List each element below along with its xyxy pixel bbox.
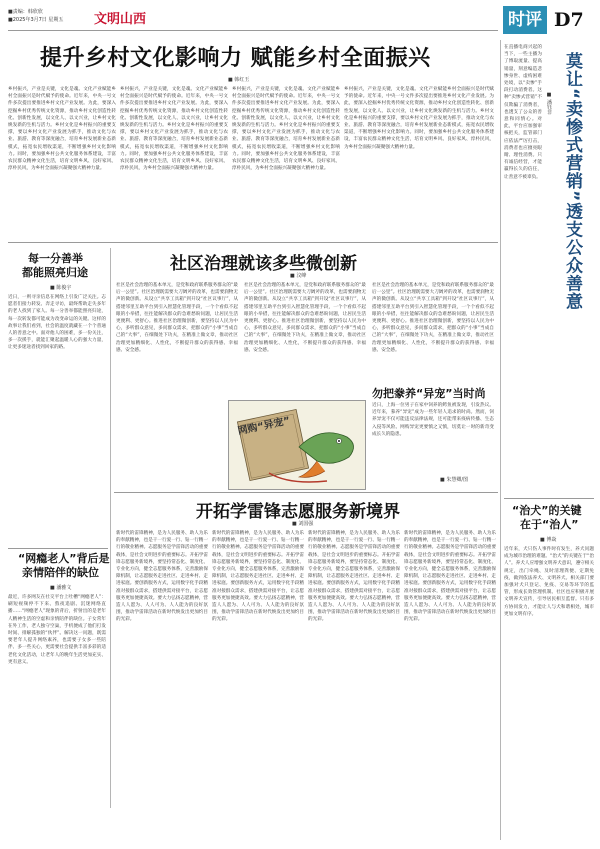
lead-column-3: 乡村振兴，产业是关键，文化是魂。文化产业赋能乡村全面振兴是时代赋予的使命。近年来，中央一号文件多次提出要推进乡村文化产业发展。为此，要深入挖掘乡村优秀传统文化资源，推动乡村文化创造性转化、创新性发展，以文化人、以文兴业，让乡村文化焕发新的生机与活力。乡村文化是乡村振兴的重要支撑，要以乡村文化产业发展为抓手，推动文化与农业、旅游、教育等深度融合，培育乡村发展新业态新模式，拓宽农民增收渠道，不断增强乡村文化影响力。同时，要加强乡村公共文化服务体系建设，丰富农民群众精神文化生活，培育文明乡风、良好家风、淳朴民风，为乡村全面振兴凝聚强大精神力量。	[232, 87, 340, 172]
article-kindness-text: 近日，一则寻亲信息在网络上引发广泛关注。志愿者们接力转发、奔走寻访，最终帮助走失多年的老人找到了家人。每一分善举都能照亮归途，每一次转发都可能成为改变命运的关键。这样的故事让我们看到，社会的温度就藏在一个个普通人的善意之中。面对他人的困难，多一份关注，多一次援手，就能汇聚起温暖人心的强大力量，让更多迷途者找到回家的路。	[8, 295, 106, 351]
paper-logo: 文明山西	[94, 12, 147, 27]
community-headline: 社区治理就该多些微创新	[170, 254, 357, 274]
article-kindness-title-1: 每一分善举	[28, 252, 83, 265]
community-column-1: 社区是社会治理的基本单元，是党和政府联系服务群众的“最后一公里”。社区治理既需要大刀阔斧的改革，也需要润物无声的微创新。从设立“共享工具箱”到开设“社区议事厅”，从搭建邻里互助平台到引入智慧化管理手段，一个个看似不起眼的小举措，往往能解决群众的急难愁盼问题，让居民生活更便利、更舒心。推进社区治理微创新，要坚持以人民为中心，多听群众意见，多问群众需求，把群众的“小事”当成自己的“大事”，在细微处下功夫，在精准上做文章，推动社区治理更加精细化、人性化，不断提升群众的获得感、幸福感、安全感。	[116, 283, 238, 353]
community-column-3: 社区是社会治理的基本单元，是党和政府联系服务群众的“最后一公里”。社区治理既需要大刀阔斧的改革，也需要润物无声的微创新。从设立“共享工具箱”到开设“社区议事厅”，从搭建邻里互助平台到引入智慧化管理手段，一个个看似不起眼的小举措，往往能解决群众的急难愁盼问题，让居民生活更便利、更舒心。推进社区治理微创新，要坚持以人民为中心，多听群众意见，多问群众需求，把群众的“小事”当成自己的“大事”，在细微处下功夫，在精准上做文章，推动社区治理更加精细化、人性化，不断提升群众的获得感、幸福感、安全感。	[372, 283, 494, 353]
masthead-rule	[8, 30, 498, 31]
lead-column-4: 乡村振兴，产业是关键，文化是魂。文化产业赋能乡村全面振兴是时代赋予的使命。近年来，中央一号文件多次提出要推进乡村文化产业发展。为此，要深入挖掘乡村优秀传统文化资源，推动乡村文化创造性转化、创新性发展，以文化人、以文兴业，让乡村文化焕发新的生机与活力。乡村文化是乡村振兴的重要支撑，要以乡村文化产业发展为抓手，推动文化与农业、旅游、教育等深度融合，培育乡村发展新业态新模式，拓宽农民增收渠道，不断增强乡村文化影响力。同时，要加强乡村公共文化服务体系建设，丰富农民群众精神文化生活，培育文明乡风、良好家风、淳朴民风，为乡村全面振兴凝聚强大精神力量。	[344, 87, 494, 150]
date-line: ■2025年3月7日 星期五	[8, 17, 64, 23]
dog-text: 近年来，犬只伤人事件时有发生，养犬问题成为城市治理的难题。“治犬”的关键在于“治人”。养犬人应增强文明养犬意识，遵守相关规定，出门牵绳、及时清理粪便、定期免疫，做到依法养犬、文明养犬。相关部门要加强对犬只登记、免疫、交易等环节的监管，形成长效管理机制。社区也应积极开展文明养犬宣传，引导居民相互监督。只有多方协同发力，才能让人与犬和谐相处，城市更加文明有序。	[504, 547, 594, 617]
cartoon-image	[228, 400, 366, 490]
section-tag: 时评	[503, 6, 547, 34]
volunteer-headline: 开拓学雷锋志愿服务新境界	[196, 502, 400, 522]
dog-headline-1: “治犬”的关键	[512, 504, 582, 517]
cartoon-illustration	[229, 401, 365, 489]
lead-divider	[8, 242, 498, 243]
cartoon-caption: 近日，上海一位男子在家中饲养的鳄鱼被发现，引发热议。近年来，豢养“异宠”成为一些年轻人追求的时尚。然而，饲养异宠不仅可能违反法律法规，还可能带来疫病传播、生态入侵等风险。网购异宠更要慎之又慎，切莫让一时的新奇变成长久的隐患。	[372, 403, 494, 437]
volunteer-column-3: 新时代的雷锋精神，是为人民服务、助人为乐的奉献精神，也是干一行爱一行、钻一行精一行的敬业精神。志愿服务是学雷锋活动的重要载体，是社会文明进步的重要标志。开拓学雷锋志愿服务新境界，要坚持常态化、制度化、专业化方向，健全志愿服务体系，完善激励保障机制，让志愿服务走进社区、走进乡村、走进家庭。要创新服务方式，运用数字化手段精准对接群众需求，搭建供需对接平台，让志愿服务更加便捷高效。要大力弘扬志愿精神，营造人人愿为、人人可为、人人能为的良好氛围，推动学雷锋活动在新时代焕发出更加灼目的光彩。	[308, 531, 400, 623]
cartoon-credit: ■ 朱慧卿/图	[440, 477, 468, 483]
page-number: D7	[554, 9, 584, 31]
dog-headline-2: 在于“治人”	[520, 518, 579, 531]
marketing-headline: 莫让“卖惨式营销”透支公众善意	[562, 52, 582, 311]
community-column-2: 社区是社会治理的基本单元，是党和政府联系服务群众的“最后一公里”。社区治理既需要大刀阔斧的改革，也需要润物无声的微创新。从设立“共享工具箱”到开设“社区议事厅”，从搭建邻里互助平台到引入智慧化管理手段，一个个看似不起眼的小举措，往往能解决群众的急难愁盼问题，让居民生活更便利、更舒心。推进社区治理微创新，要坚持以人民为中心，多听群众意见，多问群众需求，把群众的“小事”当成自己的“大事”，在细微处下功夫，在精准上做文章，推动社区治理更加精细化、人性化，不断提升群众的获得感、幸福感、安全感。	[244, 283, 366, 353]
lead-column-2: 乡村振兴，产业是关键，文化是魂。文化产业赋能乡村全面振兴是时代赋予的使命。近年来，中央一号文件多次提出要推进乡村文化产业发展。为此，要深入挖掘乡村优秀传统文化资源，推动乡村文化创造性转化、创新性发展，以文化人、以文兴业，让乡村文化焕发新的生机与活力。乡村文化是乡村振兴的重要支撑，要以乡村文化产业发展为抓手，推动文化与农业、旅游、教育等深度融合，培育乡村发展新业态新模式，拓宽农民增收渠道，不断增强乡村文化影响力。同时，要加强乡村公共文化服务体系建设，丰富农民群众精神文化生活，培育文明乡风、良好家风、淳朴民风，为乡村全面振兴凝聚强大精神力量。	[120, 87, 228, 172]
volunteer-byline: ■ 刘国强	[292, 521, 314, 527]
article-elderly-title-2: 亲情陪伴的缺位	[22, 566, 99, 579]
article-elderly-byline: ■ 潘雅文	[50, 585, 72, 591]
editor-line: ■责编：韩欣欣	[8, 9, 43, 15]
article-kindness-byline: ■ 陈俊宇	[50, 285, 72, 291]
volunteer-column-4: 新时代的雷锋精神，是为人民服务、助人为乐的奉献精神，也是干一行爱一行、钻一行精一行的敬业精神。志愿服务是学雷锋活动的重要载体，是社会文明进步的重要标志。开拓学雷锋志愿服务新境界，要坚持常态化、制度化、专业化方向，健全志愿服务体系，完善激励保障机制，让志愿服务走进社区、走进乡村、走进家庭。要创新服务方式，运用数字化手段精准对接群众需求，搭建供需对接平台，让志愿服务更加便捷高效。要大力弘扬志愿精神，营造人人愿为、人人可为、人人能为的良好氛围，推动学雷锋活动在新时代焕发出更加灼目的光彩。	[404, 531, 496, 623]
lead-headline: 提升乡村文化影响力 赋能乡村全面振兴	[40, 46, 431, 71]
volunteer-column-2: 新时代的雷锋精神，是为人民服务、助人为乐的奉献精神，也是干一行爱一行、钻一行精一行的敬业精神。志愿服务是学雷锋活动的重要载体，是社会文明进步的重要标志。开拓学雷锋志愿服务新境界，要坚持常态化、制度化、专业化方向，健全志愿服务体系，完善激励保障机制，让志愿服务走进社区、走进乡村、走进家庭。要创新服务方式，运用数字化手段精准对接群众需求，搭建供需对接平台，让志愿服务更加便捷高效。要大力弘扬志愿精神，营造人人愿为、人人可为、人人能为的良好氛围，推动学雷锋活动在新时代焕发出更加灼目的光彩。	[212, 531, 304, 623]
marketing-text: 在直播电商兴起的当下，一些主播为了博取流量、提高销量，刻意编造悲惨身世、虚构困难处境，以“卖惨”手段打动消费者。这种“卖惨式营销”不仅欺骗了消费者，也透支了公众的善意和同情心。对此，平台应加强审核把关，监管部门应依法严厉打击，消费者也应擅亮眼睛、理性消费。只有诚信经营，才能赢得长久的信任，让善意不被辜负。	[504, 45, 542, 180]
left-divider	[8, 548, 108, 549]
dog-byline: ■ 博焱	[540, 537, 557, 543]
article-kindness-title-2: 都能照亮归途	[22, 266, 88, 279]
cartoon-sign: 网购“异宠”	[236, 415, 292, 438]
community-byline: ■ 汶峰	[290, 273, 307, 279]
mid-divider	[114, 492, 498, 493]
article-elderly-text: 最近，许多网友在社交平台上吐槽“网瘾老人”：刷短视频停不下来、熬夜追剧、沉迷网络直播……“网瘾老人”现象的背后，折射出的是老年人精神生活的空虚和亲情陪伴的缺位。子女常年在外工作，老人独守空巢，手机便成了他们打发时间、排解孤独的“伙伴”。解决这一问题，既需要老年人提升网络素养，也需要子女多一些陪伴、多一些关心，更需要社会提供丰富多彩的适老化文化活动，让老年人的晚年生活更加充实、更有意义。	[8, 595, 106, 665]
marketing-byline: ■ 潘钰非	[546, 92, 552, 115]
right-column-rule	[500, 40, 501, 840]
lead-byline: ■ 韩红玉	[228, 77, 250, 83]
volunteer-column-1: 新时代的雷锋精神，是为人民服务、助人为乐的奉献精神，也是干一行爱一行、钻一行精一行的敬业精神。志愿服务是学雷锋活动的重要载体，是社会文明进步的重要标志。开拓学雷锋志愿服务新境界，要坚持常态化、制度化、专业化方向，健全志愿服务体系，完善激励保障机制，让志愿服务走进社区、走进乡村、走进家庭。要创新服务方式，运用数字化手段精准对接群众需求，搭建供需对接平台，让志愿服务更加便捷高效。要大力弘扬志愿精神，营造人人愿为、人人可为、人人能为的良好氛围，推动学雷锋活动在新时代焕发出更加灼目的光彩。	[116, 531, 208, 623]
article-elderly-title-1: “网瘾老人”背后是	[18, 552, 110, 565]
right-divider	[504, 498, 594, 499]
lead-column-1: 乡村振兴，产业是关键，文化是魂。文化产业赋能乡村全面振兴是时代赋予的使命。近年来，中央一号文件多次提出要推进乡村文化产业发展。为此，要深入挖掘乡村优秀传统文化资源，推动乡村文化创造性转化、创新性发展，以文化人、以文兴业，让乡村文化焕发新的生机与活力。乡村文化是乡村振兴的重要支撑，要以乡村文化产业发展为抓手，推动文化与农业、旅游、教育等深度融合，培育乡村发展新业态新模式，拓宽农民增收渠道，不断增强乡村文化影响力。同时，要加强乡村公共文化服务体系建设，丰富农民群众精神文化生活，培育文明乡风、良好家风、淳朴民风，为乡村全面振兴凝聚强大精神力量。	[8, 87, 116, 172]
cartoon-headline: 勿把豢养“异宠”当时尚	[372, 387, 486, 400]
left-column-rule	[110, 248, 111, 808]
